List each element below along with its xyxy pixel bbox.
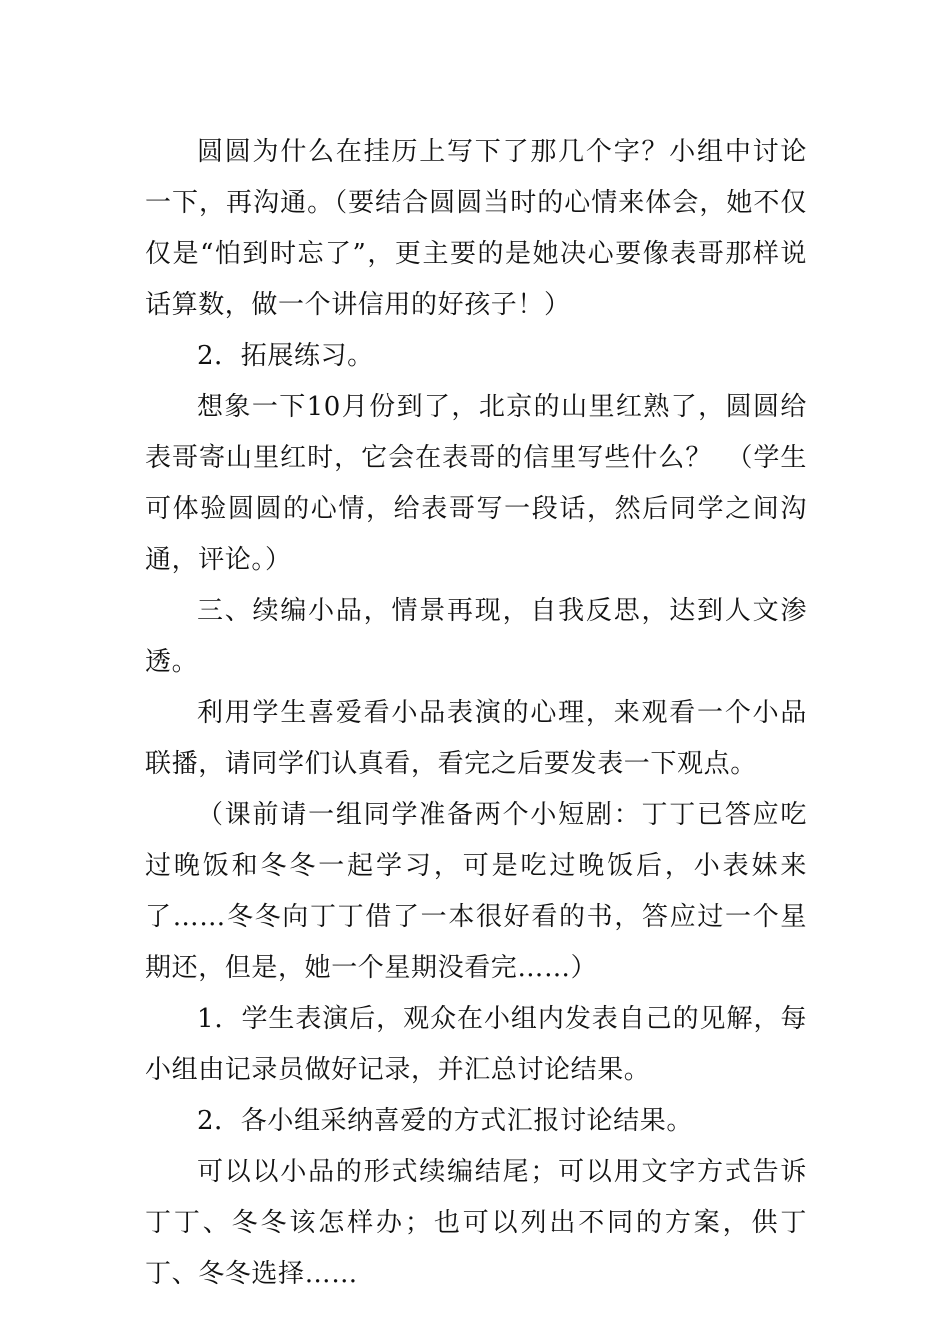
- paragraph: （课前请一组同学准备两个小短剧：丁丁已答应吃过晚饭和冬冬一起学习，可是吃过晚饭后，小表妹来了……冬冬向丁丁借了一本很好看的书，答应过一个星期还，但是，她一个星期没看完……）: [145, 800, 807, 983]
- paragraph: 三、续编小品，情景再现，自我反思，达到人文渗透。: [145, 596, 807, 677]
- document-body: [145, 127, 807, 1300]
- paragraph: 2．各小组采纳喜爱的方式汇报讨论结果。: [197, 1106, 693, 1136]
- paragraph: 圆圆为什么在挂历上写下了那几个字？小组中讨论一下，再沟通。（要结合圆圆当时的心情来体会，她不仅仅是“怕到时忘了”，更主要的是她决心要像表哥那样说话算数，做一个讲信用的好孩子！）: [145, 137, 807, 320]
- paragraph: 想象一下10月份到了，北京的山里红熟了，圆圆给表哥寄山里红时，它会在表哥的信里写些什么？ （学生可体验圆圆的心情，给表哥写一段话，然后同学之间沟通，评论。）: [145, 392, 807, 575]
- paragraph: 2．拓展练习。: [197, 341, 374, 371]
- paragraph: 1．学生表演后，观众在小组内发表自己的见解，每小组由记录员做好记录，并汇总讨论结果。: [145, 1004, 807, 1085]
- paragraph: 可以以小品的形式续编结尾；可以用文字方式告诉丁丁、冬冬该怎样办；也可以列出不同的方案，供丁丁、冬冬选择……: [145, 1157, 807, 1289]
- paragraph: 利用学生喜爱看小品表演的心理，来观看一个小品联播，请同学们认真看，看完之后要发表一下观点。: [145, 698, 807, 779]
